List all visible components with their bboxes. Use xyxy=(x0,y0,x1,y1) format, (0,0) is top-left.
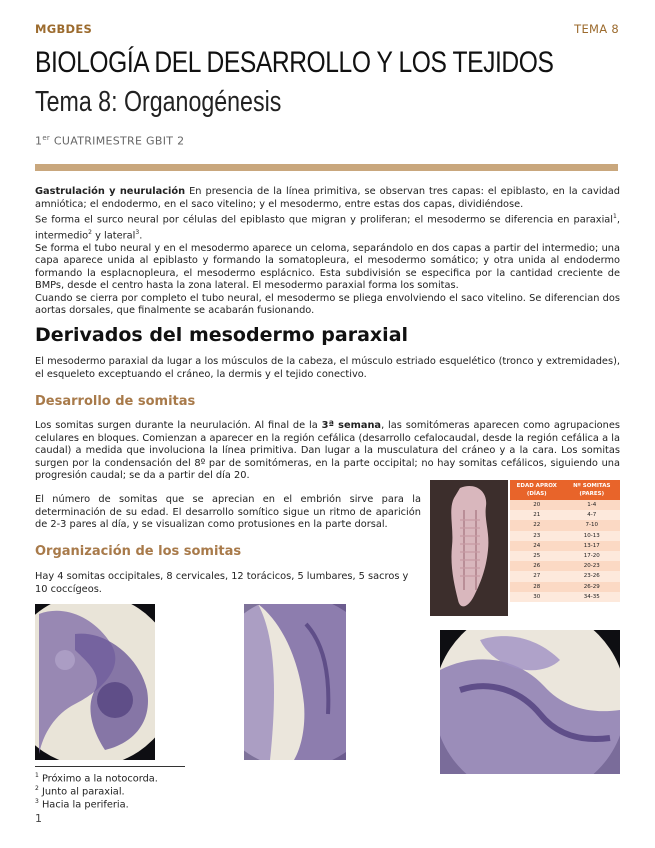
footnote-mark: 3 xyxy=(35,798,39,805)
intro-p1-text: En presencia de la línea primitiva, se observan tres capas: el epiblasto, en la cavidad amniótica; el endodermo, en el saco vitelino; y el mesodermo, entre estas dos capas, dividiéndose. xyxy=(35,186,620,210)
header-course-code: MGBDES xyxy=(35,22,93,36)
intro-p1-bold: Gastrulación y neurulación xyxy=(35,186,186,197)
footnote-text: Junto al paraxial. xyxy=(38,786,125,798)
histology-image-3 xyxy=(440,630,620,774)
table-cell: 13-17 xyxy=(564,541,620,551)
table-row xyxy=(510,571,620,581)
table-cell: 1-4 xyxy=(564,500,620,510)
table-row xyxy=(510,510,620,520)
table-row xyxy=(510,551,620,561)
desarrollo-p1-a: Los somitas surgen durante la neurulación. Al final de la xyxy=(35,420,322,431)
table-cell: 34-35 xyxy=(564,592,620,602)
footnote-text: Hacia la periferia. xyxy=(38,799,129,811)
table-cell: 4-7 xyxy=(564,510,620,520)
table-row xyxy=(510,592,620,602)
table-cell: 17-20 xyxy=(564,551,620,561)
title-divider xyxy=(35,164,618,171)
intro-p2-c: y lateral xyxy=(92,230,136,242)
histology-image-2 xyxy=(244,604,346,760)
table-row xyxy=(510,520,620,530)
organizacion-text: Hay 4 somitas occipitales, 8 cervicales, 12 torácicos, 5 lumbares, 5 sacros y 10 coccígeos. xyxy=(35,571,409,595)
table-cell: 20-23 xyxy=(564,561,620,571)
table-cell: 20 xyxy=(510,500,564,510)
intro-p4: Cuando se cierra por completo el tubo neural, el mesodermo se pliega envolviendo el saco vitelino. Se diferencian dos aortas dorsales, que finalmente se acabarán fusionando. xyxy=(35,292,620,317)
section-heading-derivados: Derivados del mesodermo paraxial xyxy=(35,324,409,346)
table-cell: 21 xyxy=(510,510,564,520)
embryo-photo xyxy=(430,480,508,616)
table-cell: 23-26 xyxy=(564,571,620,581)
embryo-figure xyxy=(430,480,620,616)
page-number: 1 xyxy=(35,812,42,825)
footnote-mark: 2 xyxy=(35,785,39,792)
table-cell: 27 xyxy=(510,571,564,581)
intro-p2-d: . xyxy=(139,230,143,242)
document-title: BIOLOGÍA DEL DESARROLLO Y LOS TEJIDOS xyxy=(35,46,554,79)
histology-image-1 xyxy=(35,604,155,760)
table-cell: 30 xyxy=(510,592,564,602)
header-topic: TEMA 8 xyxy=(574,22,619,36)
table-header-somites: Nº SOMITAS (PARES) xyxy=(564,480,620,500)
footnote-3 xyxy=(35,798,129,810)
footnote-ref-1: 1 xyxy=(613,213,617,220)
course-text: CUATRIMESTRE GBIT 2 xyxy=(53,134,185,148)
section-heading-organizacion: Organización de los somitas xyxy=(35,544,242,559)
table-header-age: EDAD APROX (DÍAS) xyxy=(510,480,564,500)
footnote-mark: 1 xyxy=(35,772,39,779)
footnote-ref-3: 3 xyxy=(135,228,140,236)
table-row xyxy=(510,582,620,592)
footnote-1 xyxy=(35,772,158,784)
table-cell: 26 xyxy=(510,561,564,571)
footnote-divider xyxy=(35,766,185,767)
course-ordinal: 1 xyxy=(35,134,43,148)
desarrollo-p1-bold: 3ª semana xyxy=(321,420,382,431)
table-header-row xyxy=(510,480,620,500)
table-cell: 26-29 xyxy=(564,582,620,592)
desarrollo-p1-b: , las somitómeras aparecen como agrupaciones celulares en bloques. Comienzan a aparecer en la región cefálica (desarrollo cefalocaudal, desde la región cefálica a la caudal) a medida que involuciona la línea primitiva. Dan lugar a la musculatura del cráneo y a la cara. Los somitas surgen por la condensación del 8º par de somitómeras, en la parte occipital; no hay somitas cefálicos, siguiendo una progresión caudal; se da a partir del día 20. xyxy=(35,420,621,481)
desarrollo-p1 xyxy=(35,420,620,483)
table-cell: 25 xyxy=(510,551,564,561)
table-cell: 7-10 xyxy=(564,520,620,530)
section-derivados-text: El mesodermo paraxial da lugar a los músculos de la cabeza, el músculo estriado esquelético (tronco y extremidades), el esqueleto exceptuando el cráneo, la dermis y el tejido conectivo. xyxy=(35,356,620,380)
intro-p2-b: , intermedio xyxy=(35,214,620,242)
table-row xyxy=(510,541,620,551)
course-ordinal-sup: er xyxy=(42,134,51,142)
table-row xyxy=(510,561,620,571)
table-row xyxy=(510,500,620,510)
table-cell: 10-13 xyxy=(564,531,620,541)
table-cell: 22 xyxy=(510,520,564,530)
document-subtitle: Tema 8: Organogénesis xyxy=(35,86,282,118)
table-cell: 23 xyxy=(510,531,564,541)
footnote-ref-2: 2 xyxy=(88,228,92,236)
table-row xyxy=(510,531,620,541)
footnote-2 xyxy=(35,785,125,797)
table-cell: 28 xyxy=(510,582,564,592)
intro-paragraphs xyxy=(35,186,620,318)
intro-p3: Se forma el tubo neural y en el mesodermo aparece un celoma, separándolo en dos capas a partir del intermedio; una capa aparece unida al epiblasto y formando la somatopleura, el mesodermo somático; y otra unida al endodermo formando la esplacnopleura, el mesodermo esplácnico. Esta subdivisión se especifica por la cantidad creciente de BMPs, desde el centro hasta la zona lateral. El mesodermo paraxial forma los somitas. xyxy=(35,242,620,292)
section-heading-desarrollo: Desarrollo de somitas xyxy=(35,394,196,409)
intro-p2 xyxy=(35,211,620,243)
intro-p1 xyxy=(35,186,620,211)
table-cell: 24 xyxy=(510,541,564,551)
intro-p2-a: Se forma el surco neural por células del epiblasto que migran y proliferan; el mesodermo se diferencia en paraxial xyxy=(35,214,614,226)
course-label xyxy=(35,134,184,148)
somite-age-table xyxy=(510,480,620,602)
footnote-text: Próximo a la notocorda. xyxy=(38,773,158,785)
desarrollo-p2: El número de somitas que se aprecian en el embrión sirve para la determinación de su edad. El desarrollo somítico sigue un ritmo de aparición de 2-3 pares al día, y se visualizan como protusiones en la parte dorsal. xyxy=(35,494,421,530)
